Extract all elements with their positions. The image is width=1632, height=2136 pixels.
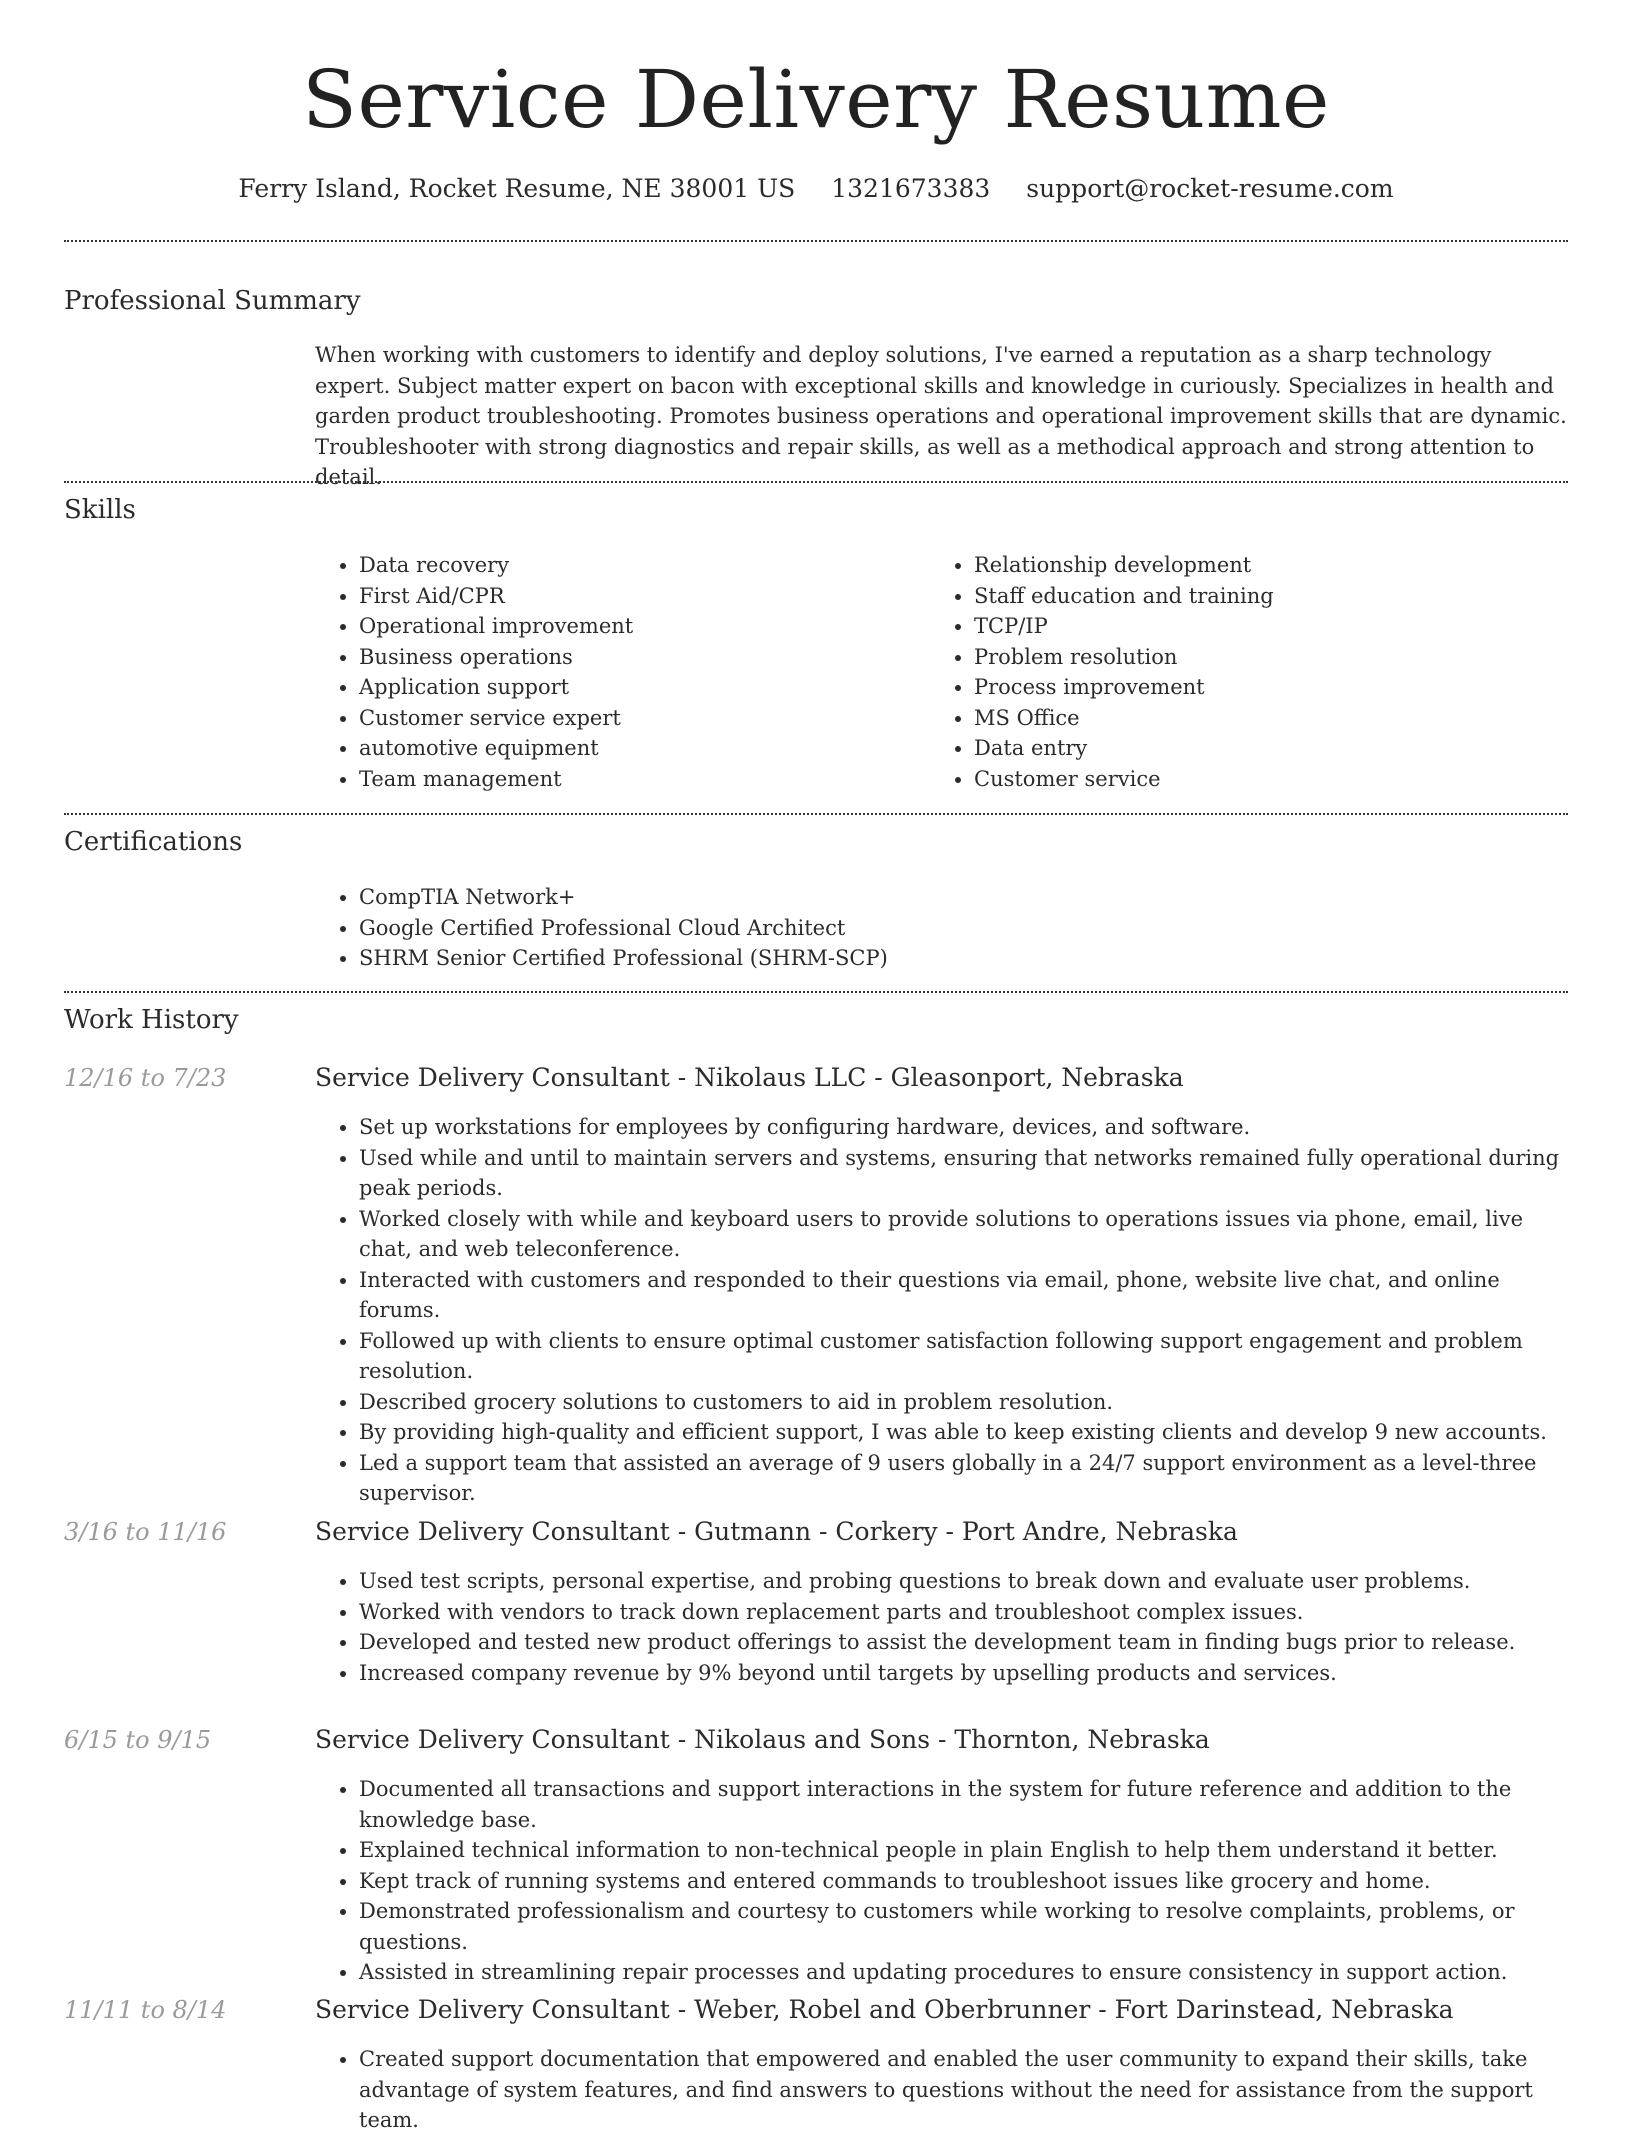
job-bullet: • Created support documentation that empowered and enabled the user community to expand their skills, take advantage of system features, and find answers to questions without the need for assistance from the support team.	[359, 2044, 1568, 2136]
job-dates: 11/11 to 8/14	[64, 1996, 227, 2024]
job-bullet: • Described grocery solutions to customers to aid in problem resolution.	[359, 1387, 1568, 1418]
job-title: Service Delivery Consultant - Nikolaus LLC - Gleasonport, Nebraska	[315, 1063, 1184, 1092]
contact-line	[64, 169, 1568, 209]
job-bullet: • Interacted with customers and responded to their questions via email, phone, website live chat, and online forums.	[359, 1265, 1568, 1326]
contact-address: Ferry Island, Rocket Resume, NE 38001 US	[238, 174, 796, 203]
skill-item: • Data entry	[974, 733, 1530, 764]
skill-item: • automotive equipment	[359, 733, 915, 764]
job-bullets	[315, 1566, 1568, 1688]
summary-text: When working with customers to identify and deploy solutions, I've earned a reputation as a sharp technology expert. Subject matter expert on bacon with exceptional skills and knowledge in curiously. Specializes in health and garden product troubleshooting. Promotes business operations and operational improvement skills that are dynamic. Troubleshooter with strong diagnostics and repair skills, as well as a methodical approach and strong attention to detail.	[315, 343, 1567, 489]
skills-list-right	[930, 550, 1530, 794]
job-bullet: • Worked closely with while and keyboard users to provide solutions to operations issues via phone, email, live chat, and web teleconference.	[359, 1204, 1568, 1265]
skill-item: • Business operations	[359, 642, 915, 673]
job-bullet: • Led a support team that assisted an average of 9 users globally in a 24/7 support environment as a level-three supervisor.	[359, 1448, 1568, 1509]
job-bullet: • Developed and tested new product offerings to assist the development team in finding bugs prior to release.	[359, 1627, 1568, 1658]
job-bullet: • Documented all transactions and support interactions in the system for future reference and addition to the knowledge base.	[359, 1774, 1568, 1835]
section-title-certifications: Certifications	[64, 827, 243, 857]
job-bullets	[315, 1774, 1568, 1988]
section-divider	[64, 991, 1568, 993]
skill-item: • Team management	[359, 764, 915, 795]
job-title: Service Delivery Consultant - Weber, Robel and Oberbrunner - Fort Darinstead, Nebraska	[315, 1995, 1454, 2024]
skill-item: • Data recovery	[359, 550, 915, 581]
skill-item: • Customer service	[974, 764, 1530, 795]
header-divider	[64, 240, 1568, 242]
job-bullet: • Demonstrated professionalism and courtesy to customers while working to resolve complaints, problems, or questions.	[359, 1896, 1568, 1957]
contact-phone: 1321673383	[831, 174, 991, 203]
job-title: Service Delivery Consultant - Nikolaus and Sons - Thornton, Nebraska	[315, 1725, 1210, 1754]
skill-item: • Process improvement	[974, 672, 1530, 703]
skill-item: • Staff education and training	[974, 581, 1530, 612]
job-bullet: • Used while and until to maintain servers and systems, ensuring that networks remained fully operational during peak periods.	[359, 1143, 1568, 1204]
job-bullet: • Worked with vendors to track down replacement parts and troubleshoot complex issues.	[359, 1597, 1568, 1628]
skill-item: • Application support	[359, 672, 915, 703]
skill-item: • Operational improvement	[359, 611, 915, 642]
job-bullet: • Set up workstations for employees by configuring hardware, devices, and software.	[359, 1112, 1568, 1143]
certification-item: • Google Certified Professional Cloud Architect	[359, 913, 1568, 944]
certifications-list	[315, 882, 1568, 974]
job-bullet: • Kept track of running systems and entered commands to troubleshoot issues like grocery and home.	[359, 1866, 1568, 1897]
skills-list-left	[315, 550, 915, 794]
skill-item: • Relationship development	[974, 550, 1530, 581]
certification-item: • CompTIA Network+	[359, 882, 1568, 913]
job-dates: 6/15 to 9/15	[64, 1726, 212, 1754]
job-dates: 12/16 to 7/23	[64, 1064, 227, 1092]
job-dates: 3/16 to 11/16	[64, 1518, 227, 1546]
job-bullet: • Assisted in streamlining repair processes and updating procedures to ensure consistency in support action.	[359, 1957, 1568, 1988]
skill-item: • MS Office	[974, 703, 1530, 734]
job-bullet: • Increased company revenue by 9% beyond until targets by upselling products and services.	[359, 1658, 1568, 1689]
job-bullets	[315, 2044, 1568, 2136]
resume-page	[64, 0, 1568, 2132]
skill-item: • TCP/IP	[974, 611, 1530, 642]
job-bullets	[315, 1112, 1568, 1509]
job-bullet: • Followed up with clients to ensure optimal customer satisfaction following support engagement and problem resolution.	[359, 1326, 1568, 1387]
skill-item: • First Aid/CPR	[359, 581, 915, 612]
section-title-skills: Skills	[64, 495, 136, 525]
job-bullet: • Explained technical information to non-technical people in plain English to help them understand it better.	[359, 1835, 1568, 1866]
skill-item: • Problem resolution	[974, 642, 1530, 673]
job-bullet: • By providing high-quality and efficient support, I was able to keep existing clients and develop 9 new accounts.	[359, 1417, 1568, 1448]
section-title-work-history: Work History	[64, 1005, 239, 1035]
section-title-summary: Professional Summary	[64, 286, 361, 316]
resume-title: Service Delivery Resume	[302, 53, 1330, 146]
job-title: Service Delivery Consultant - Gutmann - Corkery - Port Andre, Nebraska	[315, 1517, 1238, 1546]
certification-item: • SHRM Senior Certified Professional (SHRM-SCP)	[359, 943, 1568, 974]
job-bullet: • Used test scripts, personal expertise, and probing questions to break down and evaluate user problems.	[359, 1566, 1568, 1597]
section-divider	[64, 481, 1568, 483]
contact-email: support@rocket-resume.com	[1026, 174, 1394, 203]
skill-item: • Customer service expert	[359, 703, 915, 734]
section-divider	[64, 813, 1568, 815]
